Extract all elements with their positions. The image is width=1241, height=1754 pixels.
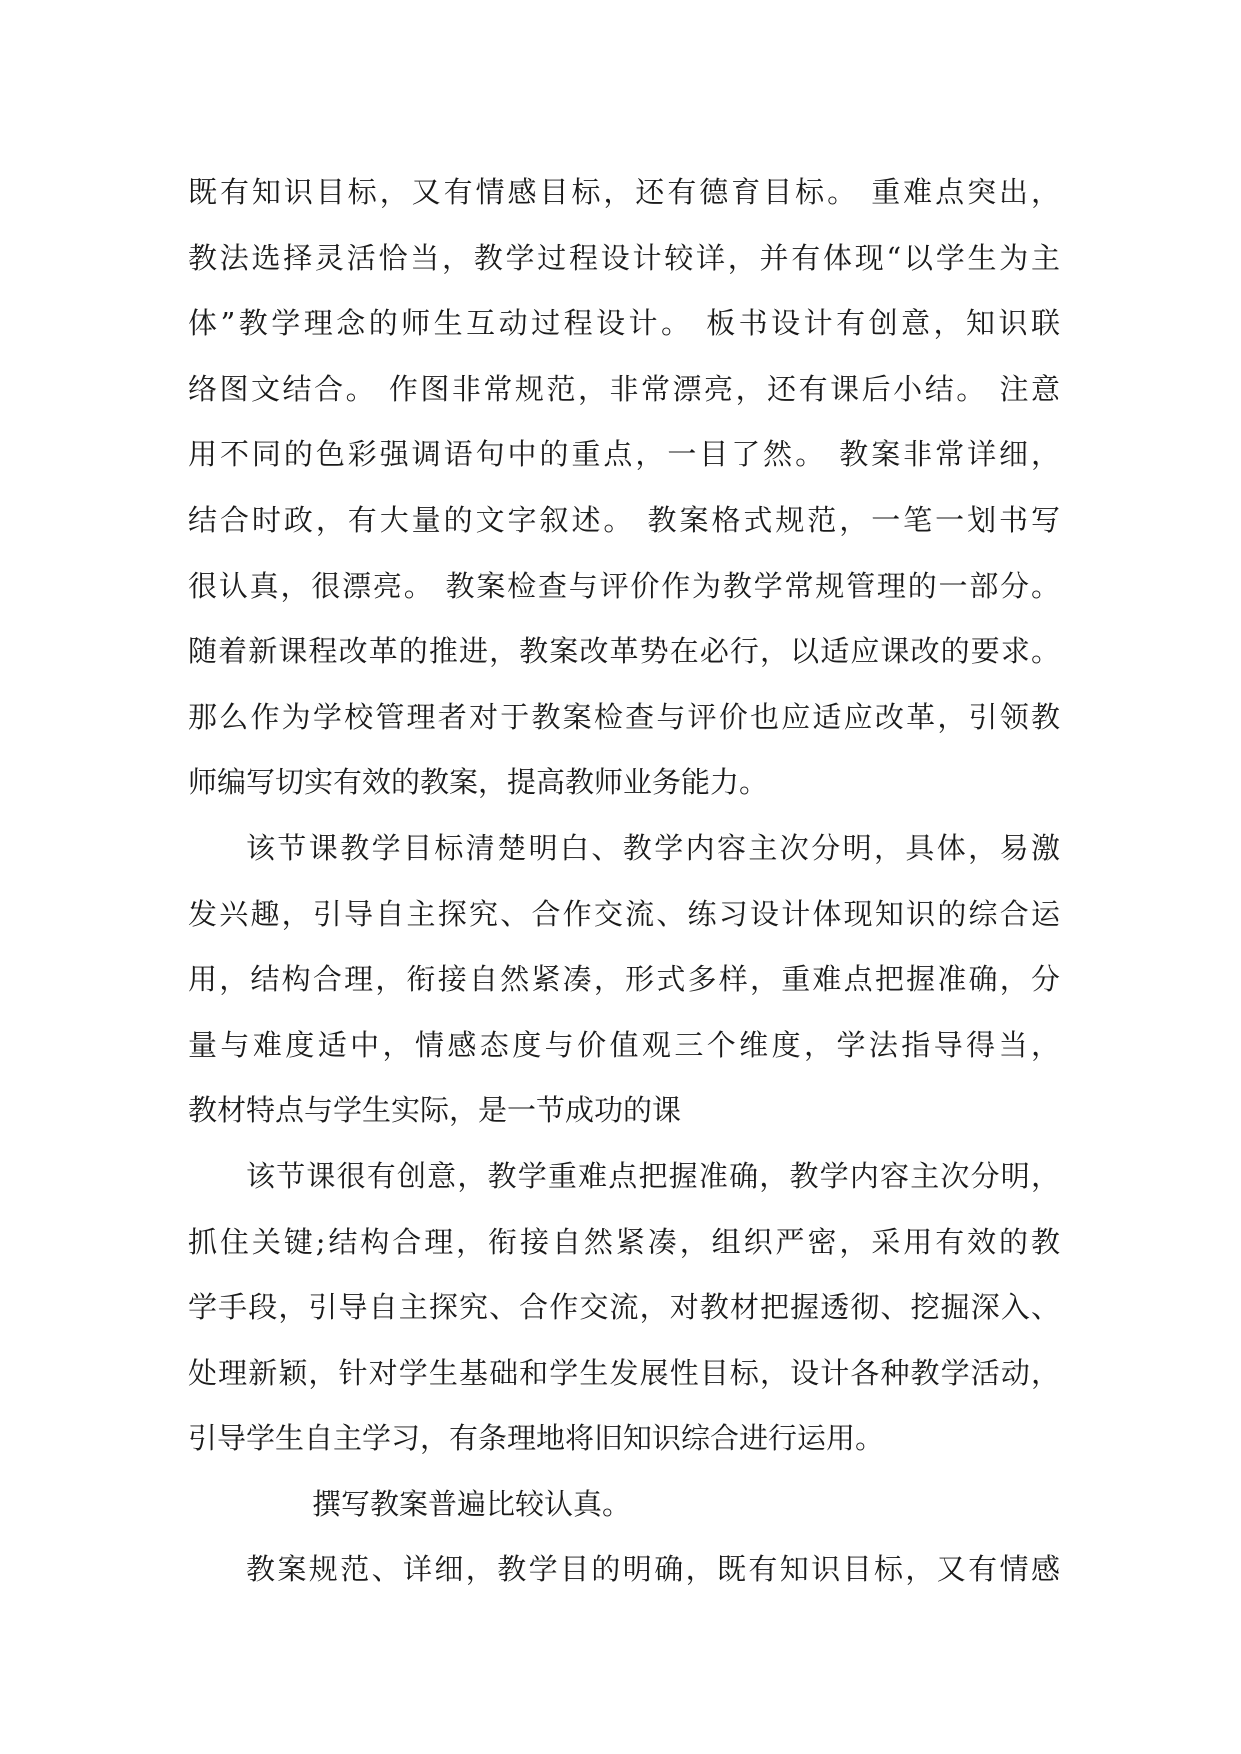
text-line: 随着新课程改革的推进，教案改革势在必行，以适应课改的要求。: [188, 634, 1060, 669]
text-line: 教法选择灵活恰当，教学过程设计较详，并有体现“以学生为主: [188, 240, 1060, 275]
text-line: 量与难度适中，情感态度与价值观三个维度，学法指导得当，: [188, 1027, 1060, 1062]
text-line: 学手段，引导自主探究、合作交流，对教材把握透彻、挖掘深入、: [188, 1290, 1060, 1325]
text-line: 用不同的色彩强调语句中的重点，一目了然。 教案非常详细，: [188, 437, 1060, 472]
text-line: 既有知识目标，又有情感目标，还有德育目标。 重难点突出，: [188, 175, 1060, 209]
text-line: 发兴趣，引导自主探究、合作交流、练习设计体现知识的综合运: [188, 896, 1060, 931]
paragraph-first-line: 撰写教案普遍比较认真。: [312, 1486, 632, 1521]
text-line: 处理新颖，针对学生基础和学生发展性目标，设计各种教学活动，: [188, 1355, 1060, 1390]
text-line: 很认真，很漂亮。 教案检查与评价作为教学常规管理的一部分。: [188, 568, 1060, 603]
paragraph-first-line: 教案规范、详细，教学目的明确，既有知识目标，又有情感: [246, 1552, 1060, 1587]
text-line: 教材特点与学生实际，是一节成功的课: [188, 1093, 682, 1128]
text-line: 师编写切实有效的教案，提高教师业务能力。: [188, 765, 769, 800]
text-line: 络图文结合。 作图非常规范，非常漂亮，还有课后小结。 注意: [188, 371, 1060, 406]
text-line: 体”教学理念的师生互动过程设计。 板书设计有创意，知识联: [188, 306, 1060, 341]
text-line: 那么作为学校管理者对于教案检查与评价也应适应改革，引领教: [188, 699, 1060, 734]
paragraph-first-line: 该节课很有创意，教学重难点把握准确，教学内容主次分明，: [246, 1158, 1060, 1193]
text-line: 用，结构合理，衔接自然紧凑，形式多样，重难点把握准确，分: [188, 962, 1060, 997]
text-line: 结合时政，有大量的文字叙述。 教案格式规范，一笔一划书写: [188, 502, 1060, 537]
text-line: 抓住关键;结构合理，衔接自然紧凑，组织严密，采用有效的教: [188, 1224, 1060, 1259]
body-text: [188, 160, 1060, 1603]
paragraph-first-line: 该节课教学目标清楚明白、教学内容主次分明，具体，易激: [246, 830, 1060, 865]
text-line: 引导学生自主学习，有条理地将旧知识综合进行运用。: [188, 1421, 885, 1456]
